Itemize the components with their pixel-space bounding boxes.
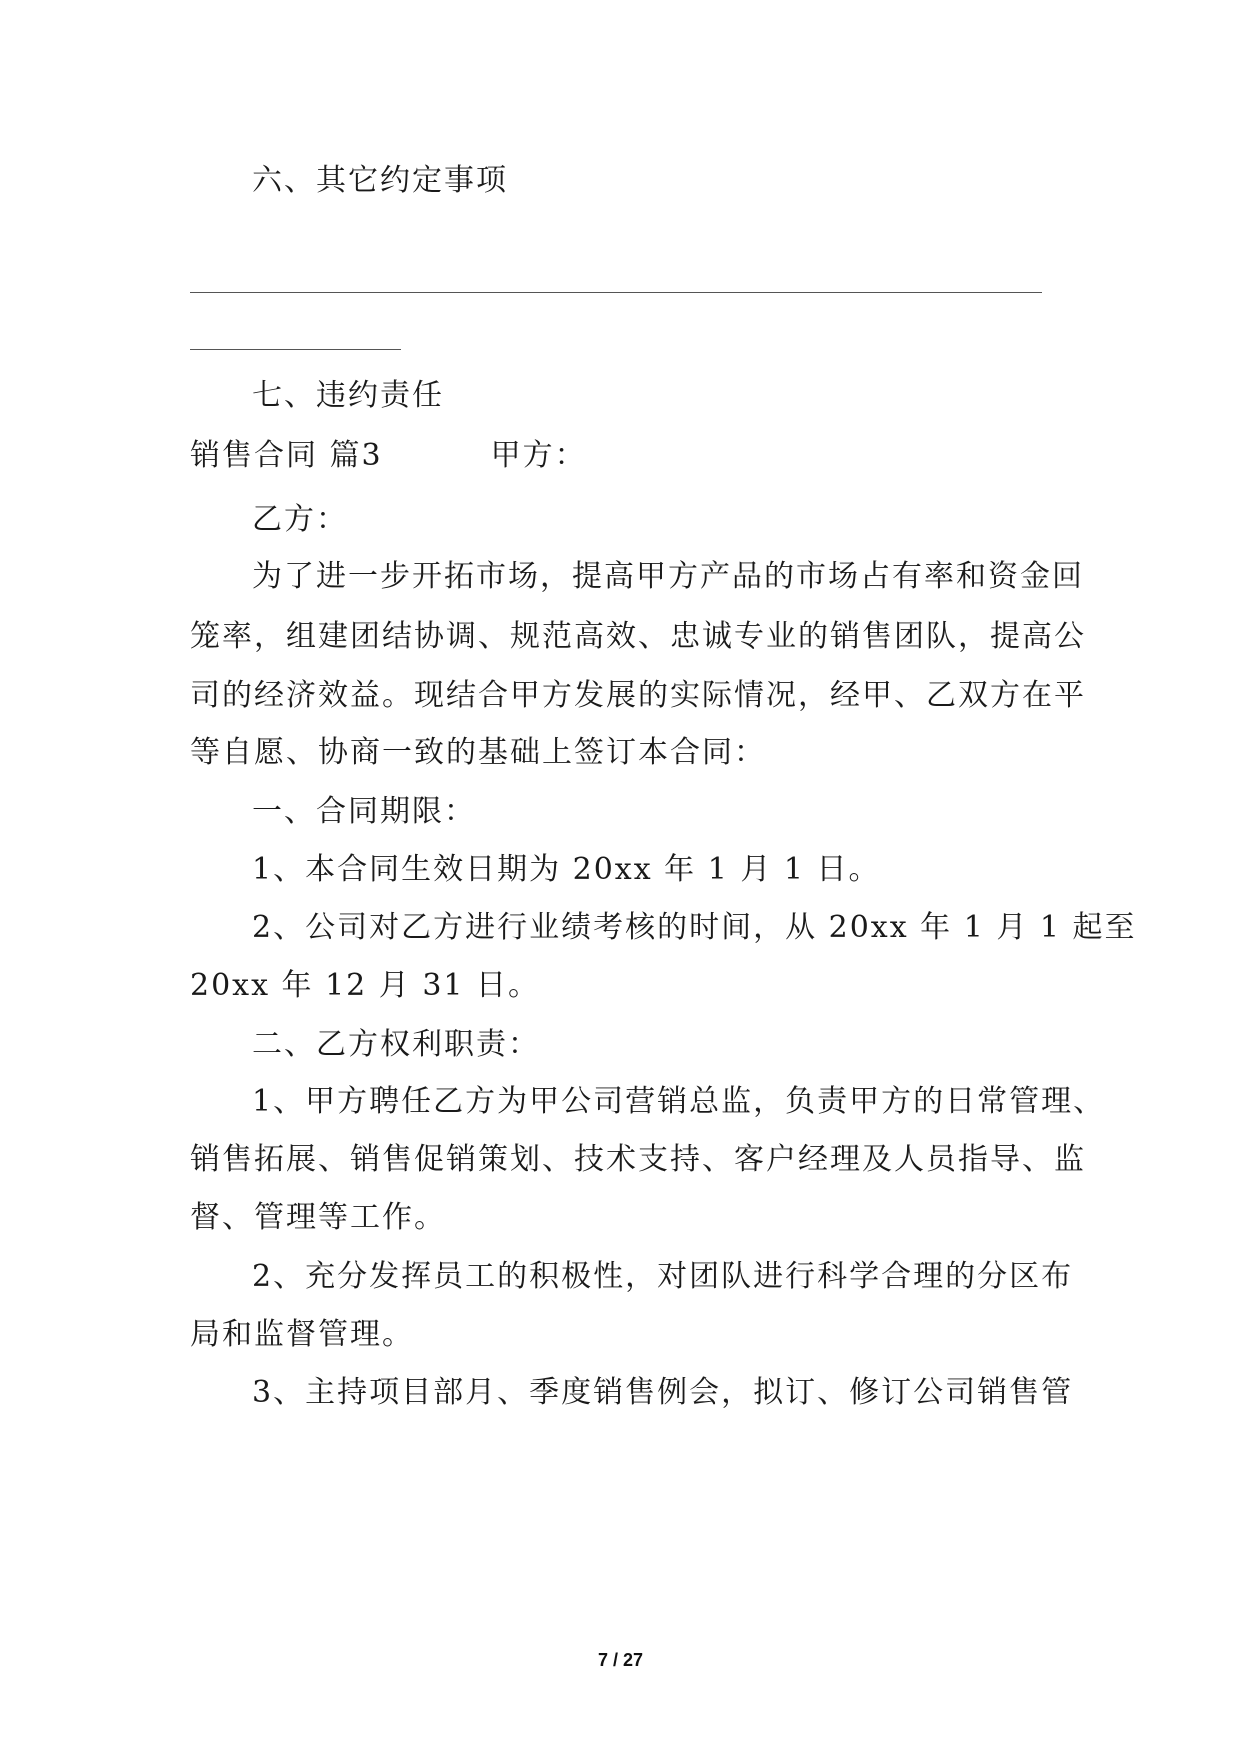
clause-line: 20xx 年 12 月 31 日。 <box>190 968 541 1003</box>
contract-title-line <box>190 436 1070 476</box>
paragraph-line: 笼率，组建团结协调、规范高效、忠诚专业的销售团队，提高公 <box>190 619 1086 654</box>
paragraph-line: 为了进一步开拓市场，提高甲方产品的市场占有率和资金回 <box>252 559 1084 594</box>
party-a-label: 甲方： <box>490 438 587 473</box>
clause-line: 局和监督管理。 <box>190 1317 414 1352</box>
clause-line: 2、充分发挥员工的积极性，对团队进行科学合理的分区布 <box>252 1259 1074 1294</box>
page-number: 7 / 27 <box>597 1650 644 1670</box>
contract-title: 销售合同 篇3 <box>190 438 383 473</box>
clause-line: 2、公司对乙方进行业绩考核的时间，从 20xx 年 1 月 1 起至 <box>252 910 1137 945</box>
paragraph-line: 司的经济效益。现结合甲方发展的实际情况，经甲、乙双方在平 <box>190 678 1086 713</box>
section-six-heading: 六、其它约定事项 <box>252 163 508 198</box>
section-two-heading: 二、乙方权利职责： <box>252 1027 540 1062</box>
blank-fill-line <box>190 349 401 350</box>
clause-line: 3、主持项目部月、季度销售例会，拟订、修订公司销售管 <box>252 1375 1074 1410</box>
section-one-heading: 一、合同期限： <box>252 794 476 829</box>
section-seven-heading: 七、违约责任 <box>252 378 444 413</box>
clause-line: 督、管理等工作。 <box>190 1200 446 1235</box>
clause-line: 销售拓展、销售促销策划、技术支持、客户经理及人员指导、监 <box>190 1142 1086 1177</box>
paragraph-line: 等自愿、协商一致的基础上签订本合同： <box>190 735 766 770</box>
blank-fill-line <box>190 292 1042 293</box>
clause-line: 1、甲方聘任乙方为甲公司营销总监，负责甲方的日常管理、 <box>252 1084 1106 1119</box>
clause-line: 1、本合同生效日期为 20xx 年 1 月 1 日。 <box>252 852 881 887</box>
party-b-label: 乙方： <box>252 502 348 537</box>
